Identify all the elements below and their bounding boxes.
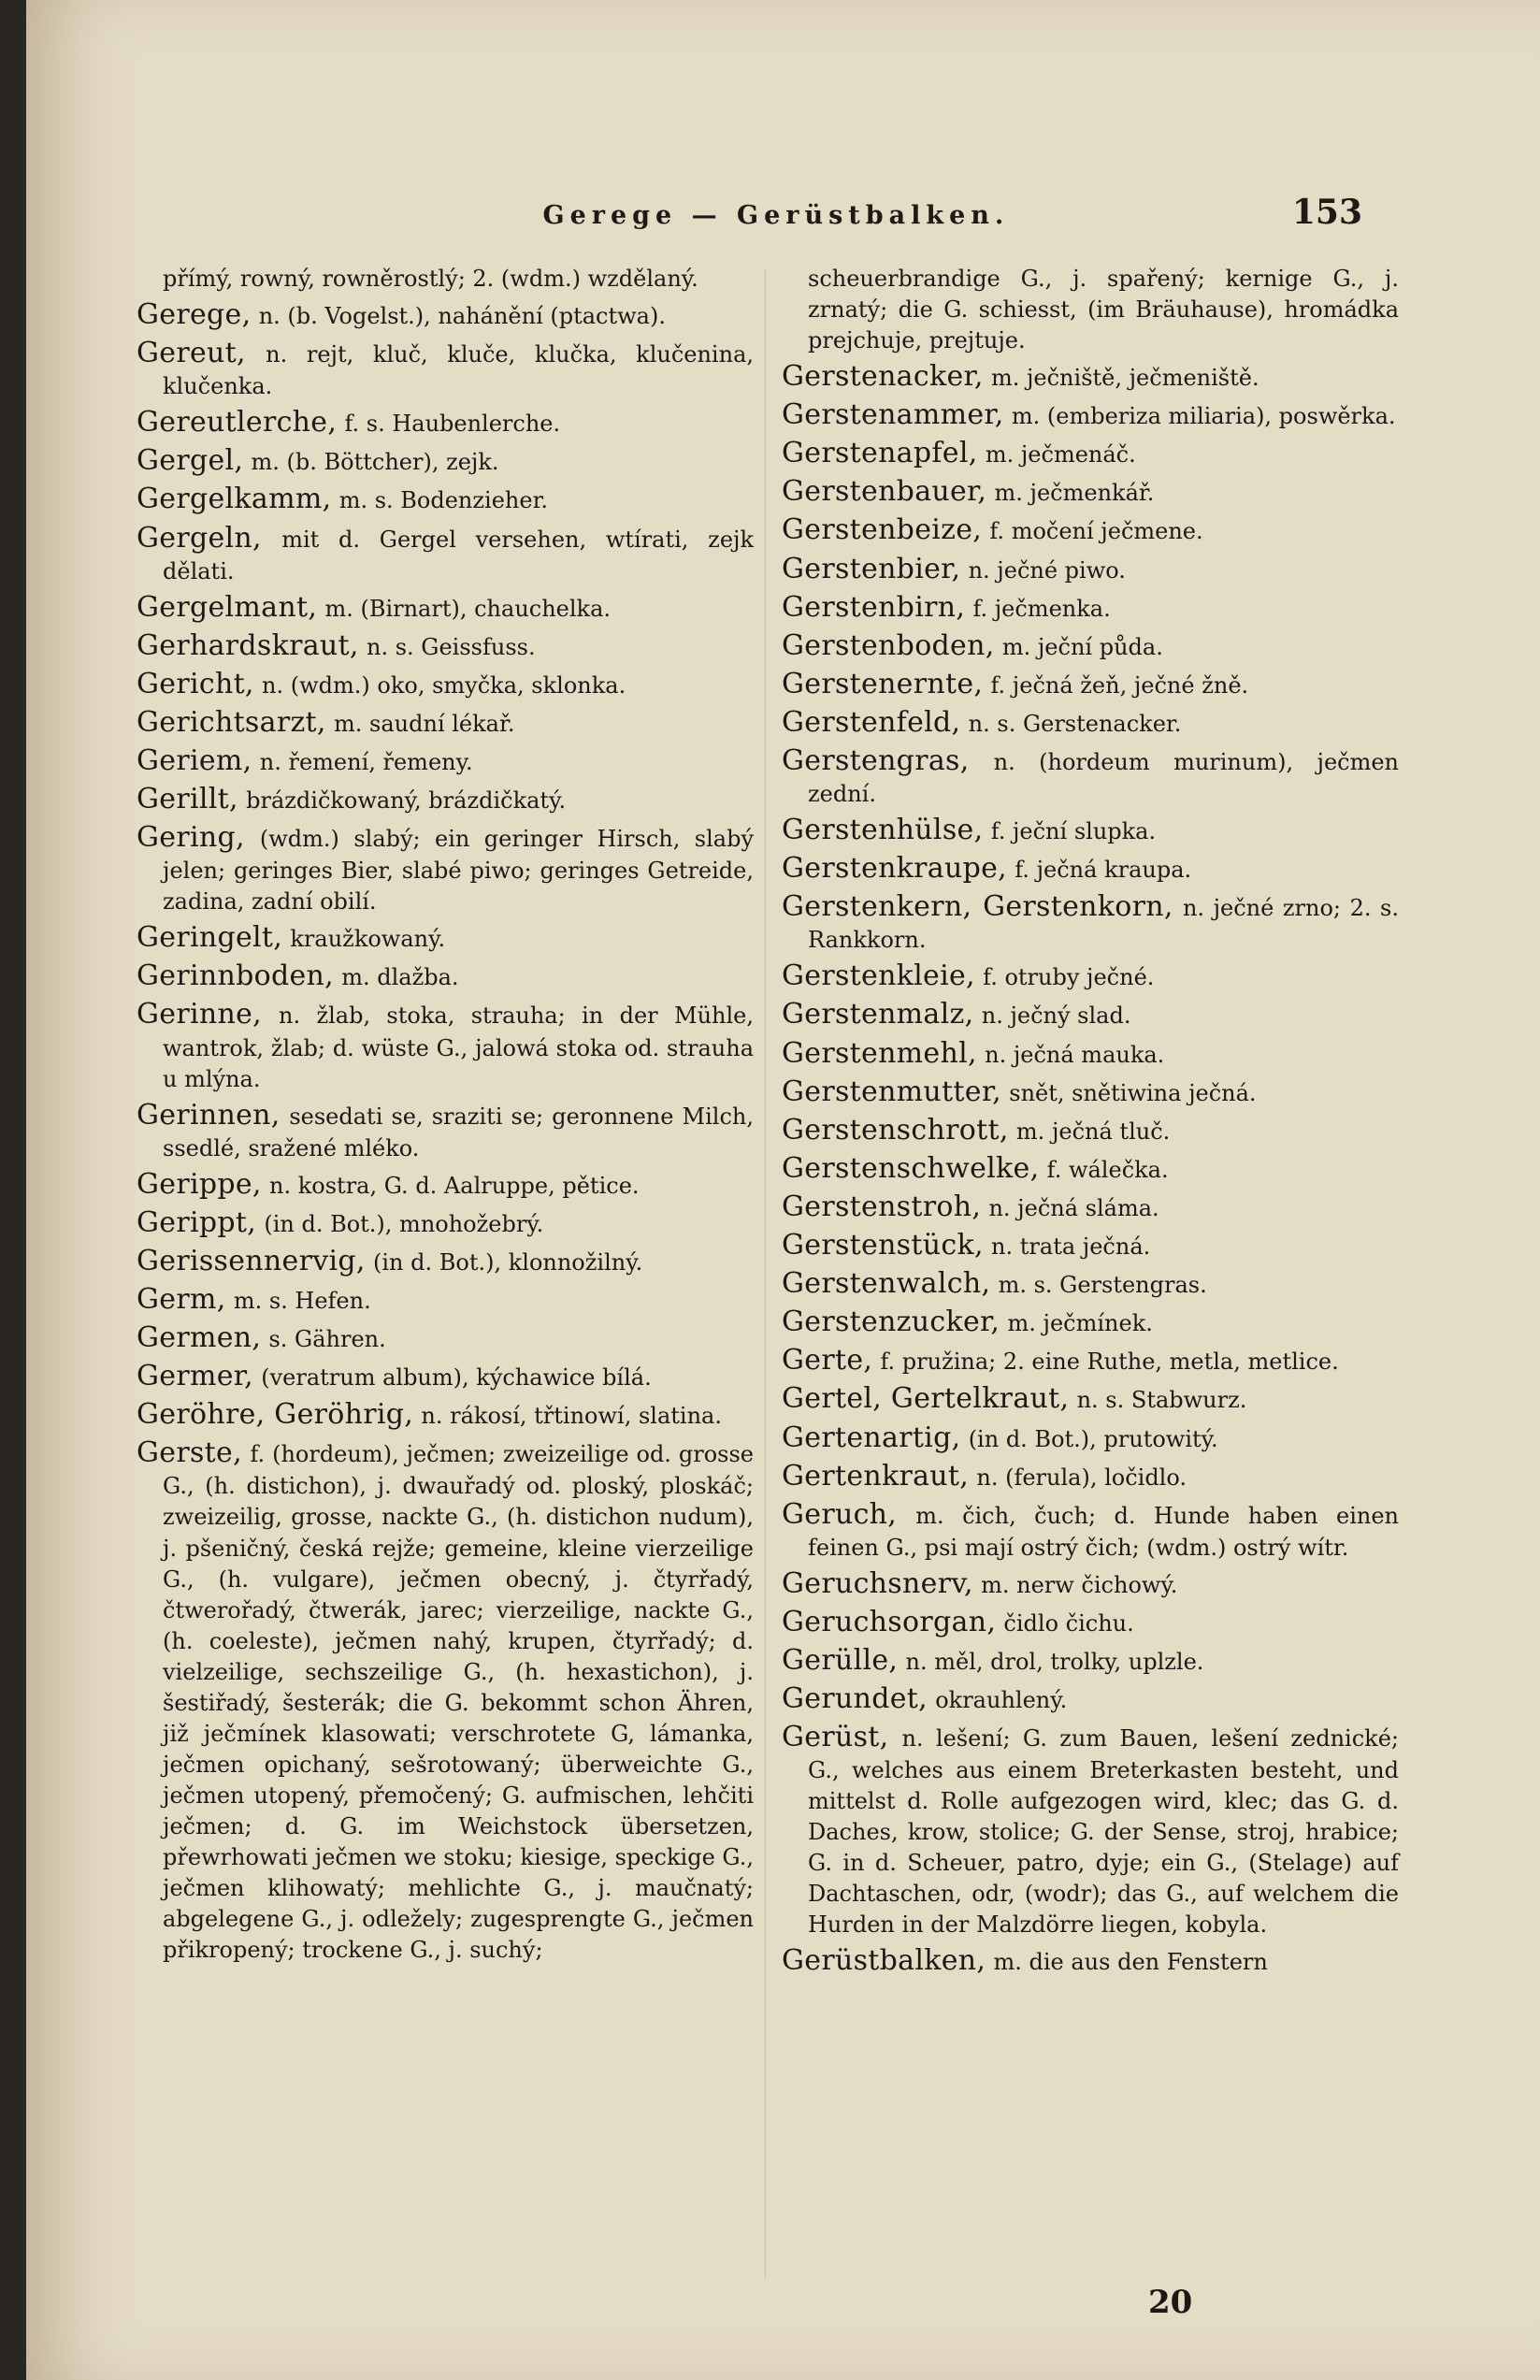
entry-headword: Gergelmant,: [137, 590, 318, 624]
entry-headword: Gerstenacker,: [782, 360, 984, 394]
entry-definition: m. (emberiza miliaria), poswěrka.: [1011, 403, 1396, 430]
entry-headword: Gerillt,: [137, 783, 238, 816]
entry-headword: Geruchsorgan,: [782, 1605, 997, 1638]
entry-definition: n. s. Gerstenacker.: [968, 710, 1182, 737]
entry-headword: Gerstenstroh,: [782, 1190, 982, 1223]
entry-headword: Gerstenmehl,: [782, 1036, 977, 1070]
entry-headword: Gerundet,: [782, 1682, 928, 1716]
entry-headword: Gerstenammer,: [782, 398, 1004, 432]
entry-definition: f. ječmenka.: [972, 595, 1111, 622]
entry-headword: Gerinnboden,: [137, 959, 334, 993]
entry-definition: sesedati se, sraziti se; geronnene Milch, ssedlé, sražené mléko.: [163, 1103, 755, 1161]
dictionary-entry: [782, 1228, 1399, 1263]
entry-definition: f. pružina; 2. eine Ruthe, metla, metlice.: [880, 1349, 1339, 1376]
entry-headword: Geruchsnerv,: [782, 1566, 973, 1600]
entry-definition: n. žlab, stoka, strauha; in der Mühle, wantrok, žlab; d. wüste G., jalowá stoka od. strauha u mlýna.: [163, 1002, 754, 1092]
dictionary-entry: [782, 512, 1399, 548]
entry-headword: Gerstenhülse,: [782, 814, 984, 847]
entry-headword: Gerstenernte,: [782, 667, 984, 700]
entry-definition: m. die aus den Fenstern: [993, 1949, 1268, 1976]
entry-headword: Gerege,: [137, 298, 252, 332]
entry-definition: n. (hordeum murinum), ječmen zední.: [808, 748, 1400, 808]
dictionary-entry: [137, 628, 754, 664]
entry-definition: okrauhlený.: [935, 1687, 1068, 1714]
entry-definition: n. (ferula), ločidlo.: [976, 1464, 1187, 1491]
entry-headword: Gereut,: [137, 337, 246, 370]
right-column: [782, 264, 1399, 1982]
entry-headword: Gergelkamm,: [137, 483, 332, 516]
dictionary-entry: [782, 1036, 1399, 1072]
entry-headword: Gerstenwalch,: [782, 1267, 991, 1301]
dictionary-entry: [782, 1605, 1399, 1640]
entry-headword: Gerüstbalken,: [782, 1944, 986, 1978]
dictionary-entry: [137, 443, 754, 479]
entry-headword: Gerstenschwelke,: [782, 1151, 1040, 1185]
entry-definition: f. ječná kraupa.: [1015, 857, 1192, 884]
entry-definition: m. (b. Böttcher), zejk.: [251, 449, 499, 476]
entry-definition: snět, snětiwina ječná.: [1009, 1079, 1257, 1106]
entry-headword: Gerinnen,: [137, 1098, 281, 1132]
entry-definition: m. ječmenáč.: [985, 441, 1136, 469]
entry-definition: m. ječná tluč.: [1015, 1118, 1171, 1145]
entry-definition: n. kostra, G. d. Aalruppe, pětice.: [269, 1172, 640, 1199]
dictionary-entry: [137, 820, 754, 917]
entry-definition: m. nerw čichowý.: [981, 1571, 1178, 1598]
entry-headword: Gerichtsarzt,: [137, 705, 326, 739]
entry-definition: brázdičkowaný, brázdičkatý.: [246, 787, 567, 815]
entry-definition: n. ječná sláma.: [988, 1194, 1159, 1221]
dictionary-entry: [137, 667, 754, 702]
dictionary-entry: [137, 590, 754, 626]
dictionary-entry: [782, 1566, 1399, 1602]
dictionary-entry: [782, 705, 1399, 741]
dictionary-entry: [782, 552, 1399, 587]
dictionary-entry: [782, 1681, 1399, 1717]
entry-definition: mit d. Gergel versehen, wtírati, zejk dělati.: [163, 526, 755, 584]
dictionary-entry: [137, 1397, 754, 1433]
entry-headword: Gertel, Gertelkraut,: [782, 1382, 1070, 1416]
entry-definition: m. (Birnart), chauchelka.: [324, 595, 612, 622]
entry-definition: n. měl, drol, trolky, uplzle.: [905, 1649, 1204, 1675]
entry-definition: (in d. Bot.), mnohožebrý.: [264, 1210, 544, 1237]
entry-headword: Geriem,: [137, 743, 252, 777]
entry-definition: m. čich, čuch; d. Hunde haben einen feinen G., psi mají ostrý čich; (wdm.) ostrý wítr.: [808, 1502, 1400, 1561]
dictionary-entry: [137, 1320, 754, 1356]
entry-headword: Gerste,: [137, 1436, 242, 1470]
dictionary-entry: [137, 1244, 754, 1279]
dictionary-entry: [782, 1343, 1399, 1378]
entry-definition: f. močení ječmene.: [989, 518, 1203, 545]
dictionary-entry: [137, 521, 754, 587]
entry-headword: Gerstenmutter,: [782, 1075, 1002, 1108]
entry-definition: m. ječní půda.: [1001, 633, 1163, 660]
entry-definition: m. s. Bodenzieher.: [338, 487, 549, 514]
entry-headword: Gerstenfeld,: [782, 705, 961, 739]
dictionary-entry: [782, 1113, 1399, 1148]
entry-headword: Gerstenkern, Gerstenkorn,: [782, 890, 1173, 924]
dictionary-entry: [137, 782, 754, 817]
entry-definition: f. (hordeum), ječmen; zweizeilige od. grosse G., (h. distichon), j. dwauřadý od. ploský, ploskáč; zweizeilig, grosse, nackte G., (h. distichon nudum), j. pšeničný, česká rejže; gemeine, kleine vierzeilige G., (h. vulgare), ječmen obecný, j. čtyrřadý, čtwerořadý, čtwerák, jarec; vierzeilige, nackte G., (h. coeleste), ječmen nahý, krupen, čtyrřadý; d. vielzeilige, sechszeilige G., (h. hexastichon), j. šestiřadý, šesterák; die G. bekommt schon Ähren, již ječmínek klasowati; verschrotete G, lámanka, ječmen opichaný, sešrotowaný; überweichte G., ječmen utopený, přemočený; G. aufmischen, lehčiti ječmen; d. G. im Weichstock übersetzen, přewrhowati ječmen we stoku; kiesige, speckige G., ječmen klihowatý; mehlichte G., j. maučnatý; abgelegene G., j. odležely; zugesprengte G., ječmen přikropený; trockene G., j. suchý;: [163, 1441, 754, 1963]
entry-headword: Germen,: [137, 1321, 262, 1355]
entry-headword: Gertenartig,: [782, 1421, 961, 1454]
dictionary-entry: [137, 743, 754, 779]
entry-headword: Gering,: [137, 821, 245, 855]
entry-headword: Gerippt,: [137, 1205, 257, 1239]
entry-definition: n. ječné piwo.: [968, 556, 1126, 584]
entry-definition: čidlo čichu.: [1003, 1609, 1134, 1637]
entry-headword: Gerstenschrott,: [782, 1113, 1009, 1147]
entry-headword: Gerstenkraupe,: [782, 852, 1008, 886]
entry-definition: m. ječmínek.: [1007, 1310, 1153, 1337]
page-header: [148, 193, 1362, 232]
entry-definition: f. s. Haubenlerche.: [344, 411, 561, 438]
entry-headword: Gerstenbier,: [782, 552, 961, 585]
entry-definition: n. rejt, kluč, kluče, klučka, klučenina, klučenka.: [163, 341, 755, 400]
dictionary-entry: [782, 397, 1399, 433]
dictionary-entry: [782, 1266, 1399, 1302]
entry-definition: m. dlažba.: [341, 964, 459, 991]
page-number: 153: [1291, 193, 1362, 232]
entry-headword: Gergeln,: [137, 521, 262, 555]
entry-definition: m. s. Hefen.: [233, 1288, 371, 1314]
entry-definition: f. ječní slupka.: [990, 818, 1157, 845]
entry-headword: Gerippe,: [137, 1167, 262, 1201]
dictionary-entry: [782, 590, 1399, 626]
dictionary-entry: [782, 997, 1399, 1032]
entry-headword: Germ,: [137, 1283, 226, 1316]
entry-definition: n. ječná mauka.: [985, 1041, 1165, 1068]
entry-definition: n. s. Stabwurz.: [1076, 1387, 1247, 1414]
dictionary-entry: [782, 1381, 1399, 1417]
entry-headword: Gericht,: [137, 667, 254, 700]
dictionary-entry: [782, 1151, 1399, 1187]
entry-headword: Geringelt,: [137, 921, 283, 955]
entry-headword: Gerstenapfel,: [782, 437, 978, 470]
entry-headword: Gerstenmalz,: [782, 998, 974, 1031]
entry-definition: m. saudní lékař.: [334, 710, 515, 737]
entry-headword: Gertenkraut,: [782, 1459, 970, 1493]
entry-headword: Gerstenkleie,: [782, 959, 975, 993]
entry-definition: n. řemení, řemeny.: [259, 748, 473, 775]
dictionary-entry: [137, 297, 754, 333]
dictionary-entry: [137, 1435, 754, 1965]
dictionary-entry: [782, 1720, 1399, 1940]
entry-headword: Gerstenbeize,: [782, 513, 983, 547]
dictionary-entry: [782, 889, 1399, 956]
entry-definition: n. (wdm.) oko, smyčka, sklonka.: [262, 671, 626, 699]
entry-definition: (in d. Bot.), prutowitý.: [968, 1425, 1218, 1452]
entry-headword: Gerte,: [782, 1344, 873, 1378]
entry-headword: Gerstenzucker,: [782, 1305, 1000, 1339]
dictionary-entry: [137, 264, 754, 295]
entry-definition: n. s. Geissfuss.: [367, 633, 536, 660]
entry-headword: Gerüst,: [782, 1721, 889, 1754]
dictionary-entry: [782, 743, 1399, 810]
dictionary-entry: [782, 436, 1399, 471]
entry-definition: f. wálečka.: [1046, 1156, 1169, 1183]
dictionary-entry: [137, 959, 754, 994]
entry-headword: Gerülle,: [782, 1644, 899, 1677]
dictionary-entry: [782, 667, 1399, 702]
dictionary-entry: [137, 1205, 754, 1241]
entry-definition: (veratrum album), kýchawice bílá.: [261, 1364, 652, 1392]
entry-definition: n. ječné zrno; 2. s. Rankkorn.: [808, 895, 1399, 954]
column-divider: [765, 269, 766, 2280]
entry-headword: Gerstenbirn,: [782, 590, 966, 624]
entry-headword: Germer,: [137, 1360, 253, 1393]
entry-headword: Gereutlerche,: [137, 406, 338, 440]
running-title: Gerege — Gerüstbalken.: [542, 201, 1010, 230]
entry-headword: Geröhre, Geröhrig,: [137, 1398, 414, 1432]
entry-definition: n. trata ječná.: [991, 1233, 1151, 1261]
entry-definition: m. s. Gerstengras.: [998, 1272, 1207, 1299]
entry-definition: n. ječný slad.: [981, 1002, 1131, 1030]
dictionary-entry: [782, 359, 1399, 395]
entry-definition: scheuerbrandige G., j. spařený; kernige G., j. zrnatý; die G. schiesst, (im Bräuhause), hromádka prejchuje, prejtuje.: [808, 266, 1399, 354]
dictionary-entry: [782, 813, 1399, 848]
signature-mark: 20: [1148, 2284, 1193, 2321]
dictionary-entry: [782, 1305, 1399, 1340]
dictionary-entry: [137, 1167, 754, 1203]
entry-definition: m. ječmenkář.: [994, 480, 1155, 507]
entry-headword: Gerstenboden,: [782, 628, 995, 662]
entry-headword: Gergel,: [137, 444, 244, 478]
entry-headword: Gerstenstück,: [782, 1229, 984, 1262]
dictionary-entry: [782, 1190, 1399, 1225]
entry-headword: Gerinne,: [137, 998, 262, 1031]
entry-definition: s. Gähren.: [268, 1326, 386, 1353]
entry-definition: n. lešení; G. zum Bauen, lešení zednické; G., welches aus einem Breterkasten besteht, und mittelst d. Rolle aufgezogen wird, klec; das G. d. Daches, krow, stolice; G. der Sense, stroj, hrabice; G. in d. Scheuer, patro, dyje; ein G., (Stelage) auf Dachtaschen, odr, (wodr); das G., auf welchem die Hurden in der Malzdörre liegen, kobyla.: [808, 1725, 1399, 1939]
entry-definition: m. ječniště, ječmeniště.: [990, 365, 1259, 392]
entry-definition: n. rákosí, třtinowí, slatina.: [421, 1403, 722, 1430]
entry-definition: f. otruby ječné.: [983, 964, 1155, 991]
entry-definition: kraužkowaný.: [290, 926, 446, 953]
dictionary-entry: [782, 1459, 1399, 1494]
dictionary-entry: [782, 1943, 1399, 1979]
left-column: [137, 264, 754, 1969]
entry-headword: Gerissennervig,: [137, 1244, 366, 1277]
entry-headword: Gerhardskraut,: [137, 628, 359, 662]
dictionary-entry: [137, 405, 754, 440]
entry-headword: Geruch,: [782, 1497, 898, 1531]
dictionary-entry: [782, 1497, 1399, 1564]
dictionary-entry: [782, 628, 1399, 664]
dictionary-entry: [137, 482, 754, 517]
dictionary-entry: [782, 1421, 1399, 1456]
dictionary-entry: [137, 705, 754, 741]
dictionary-entry: [137, 336, 754, 402]
entry-definition: f. ječná žeň, ječné žně.: [990, 671, 1249, 699]
dictionary-entry: [782, 264, 1399, 356]
dictionary-entry: [782, 851, 1399, 887]
dictionary-entry: [782, 474, 1399, 510]
dictionary-entry: [137, 1098, 754, 1164]
dictionary-page: [26, 0, 1540, 2380]
entry-headword: Gerstengras,: [782, 743, 970, 777]
dictionary-entry: [137, 920, 754, 956]
entry-definition: n. (b. Vogelst.), nahánění (ptactwa).: [258, 303, 666, 330]
dictionary-entry: [782, 1075, 1399, 1110]
dictionary-entry: [782, 959, 1399, 994]
dictionary-entry: [137, 1282, 754, 1318]
entry-definition: (wdm.) slabý; ein geringer Hirsch, slabý jelen; geringes Bier, slabé piwo; geringes Getreide, zadina, zadní obilí.: [163, 826, 754, 916]
entry-definition: (in d. Bot.), klonnožilný.: [373, 1248, 643, 1276]
dictionary-entry: [782, 1643, 1399, 1679]
entry-definition: přímý, rowný, rowněrostlý; 2. (wdm.) wzdělaný.: [163, 266, 698, 292]
entry-headword: Gerstenbauer,: [782, 475, 987, 509]
dictionary-entry: [137, 1359, 754, 1394]
dictionary-entry: [137, 997, 754, 1094]
